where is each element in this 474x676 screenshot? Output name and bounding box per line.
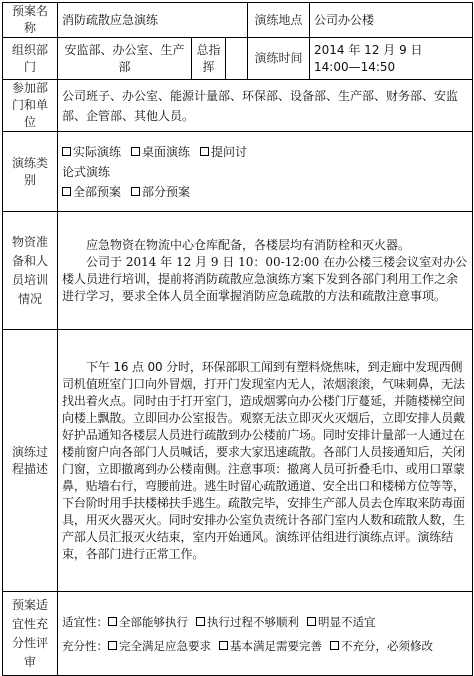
drill-type-label: 演练类别 (3, 132, 58, 212)
adequacy-row (62, 634, 468, 658)
row-drill-type (3, 132, 473, 212)
suitability-not-smooth-text: 执行过程不够顺利 (207, 614, 299, 629)
checkbox-icon (219, 641, 228, 650)
row-org (3, 38, 473, 80)
participants-value: 公司班子、办公室、能源计量部、环保部、设备部、生产部、财务部、安监部、企管部、其他人员。 (58, 80, 473, 132)
evaluation-label: 预案适宜性充分性评审 (3, 592, 58, 676)
plan-name-label: 预案名称 (3, 3, 58, 38)
suitability-not-smooth[interactable] (196, 615, 299, 629)
time-label: 演练时间 (248, 38, 310, 80)
option-all-plans[interactable] (62, 185, 121, 199)
option-partial-plans[interactable] (131, 185, 190, 199)
preparation-line2: 公司于 2014 年 12 月 9 日 10：00-12:00 在办公楼三楼会议室对办公楼人员进行培训，提前将消防疏散应急演练方案下发到各部门利用工作之余进行学习，要求全体人员全面掌握消防应急疏散的方法和疏散注意事项。 (62, 254, 468, 303)
adequacy-basic-text: 基本满足需要完善 (230, 638, 322, 653)
suitability-all-text: 全部能够执行 (119, 614, 188, 629)
checkbox-icon (108, 641, 117, 650)
adequacy-full[interactable] (108, 639, 211, 653)
process-label: 演练过程描述 (3, 330, 58, 592)
org-dept-value: 安监部、办公室、生产部 (58, 38, 192, 80)
drill-type-area (58, 132, 473, 212)
suitability-all[interactable] (108, 615, 188, 629)
suitability-label: 适宜性： (62, 614, 108, 629)
option-all-plans-text: 全部预案 (73, 184, 122, 199)
option-partial-plans-text: 部分预案 (142, 184, 191, 199)
adequacy-insufficient-text: 不充分，必须修改 (341, 638, 433, 653)
evaluation-value (58, 592, 473, 676)
row-process (3, 330, 473, 592)
row-participants (3, 80, 473, 132)
option-tabletop-text: 桌面演练 (142, 144, 191, 159)
preparation-line1: 应急物资在物流中心仓库配备，各楼层均有消防栓和灭火器。 (86, 237, 411, 252)
participants-label: 参加部门和单位 (3, 80, 58, 132)
org-dept-label: 组织部门 (3, 38, 58, 80)
adequacy-insufficient[interactable] (330, 639, 433, 653)
location-value: 公司办公楼 (310, 3, 473, 38)
preparation-value (58, 212, 473, 330)
form-table (2, 2, 473, 676)
row-plan-name (3, 3, 473, 38)
adequacy-full-text: 完全满足应急要求 (119, 638, 211, 653)
checkbox-icon (330, 641, 339, 650)
checkbox-icon (131, 147, 140, 156)
plan-name-value: 消防疏散应急演练 (58, 3, 248, 38)
time-date: 2014 年 12 月 9 日 (314, 42, 423, 57)
process-value: 下午 16 点 00 分时，环保部职工闻到有塑料烧焦味，到走廊中发现西侧司机值班室门口向外冒烟，打开门发现室内无人，浓烟滚滚，气味刺鼻，无法找出着火点。同时由于打开室门，造成烟雾向办公楼门厅蔓延，并随楼梯空间向楼上飘散。立即回办公室报告。观察无法立即灭火灭烟后，立即安排人员戴好护品通知各楼层人员进行疏散到办公楼前广场。同时安排计量部一人通过在楼前窗户向各部门人员喊话，要求大家迅速疏散。各部门人员接通知后，关闭门窗，立即撤离到办公楼南侧。注意事项：撤离人员可折叠毛巾、或用口罩蒙鼻，贴墙右行，弯腰前进。逃生时留心疏散通道、安全出口和楼梯方位等等，下台阶时用手扶楼梯扶手逃生。疏散完毕，安排生产部人员去仓库取来防毒面具，用灭火器灭火。同时安排办公室负责统计各部门室内人数和疏散人数，生产部人员汇报灭火结束，室内开始通风。演练评估组进行演练点评。演练结束，各部门进行正常工作。 (58, 330, 473, 592)
suitability-row (62, 610, 468, 634)
row-preparation (3, 212, 473, 330)
time-value (310, 38, 473, 80)
location-label: 演练地点 (248, 3, 310, 38)
suitability-unsuitable[interactable] (307, 615, 376, 629)
drill-type-options (58, 142, 258, 202)
adequacy-label: 充分性： (62, 638, 108, 653)
adequacy-basic[interactable] (219, 639, 322, 653)
time-range: 14:00—14:50 (314, 59, 396, 74)
checkbox-icon (200, 147, 209, 156)
option-discussion-text: 提问讨论式演练 (62, 144, 248, 179)
option-actual[interactable] (62, 145, 121, 159)
option-tabletop[interactable] (131, 145, 190, 159)
option-actual-text: 实际演练 (73, 144, 122, 159)
row-evaluation (3, 592, 473, 676)
preparation-label: 物资准备和人员培训情况 (3, 212, 58, 330)
commander-label: 总指挥 (192, 38, 226, 80)
checkbox-icon (196, 617, 205, 626)
checkbox-icon (108, 617, 117, 626)
checkbox-icon (131, 187, 140, 196)
checkbox-icon (307, 617, 316, 626)
suitability-unsuitable-text: 明显不适宜 (318, 614, 376, 629)
commander-value (226, 38, 248, 80)
checkbox-icon (62, 187, 71, 196)
checkbox-icon (62, 147, 71, 156)
